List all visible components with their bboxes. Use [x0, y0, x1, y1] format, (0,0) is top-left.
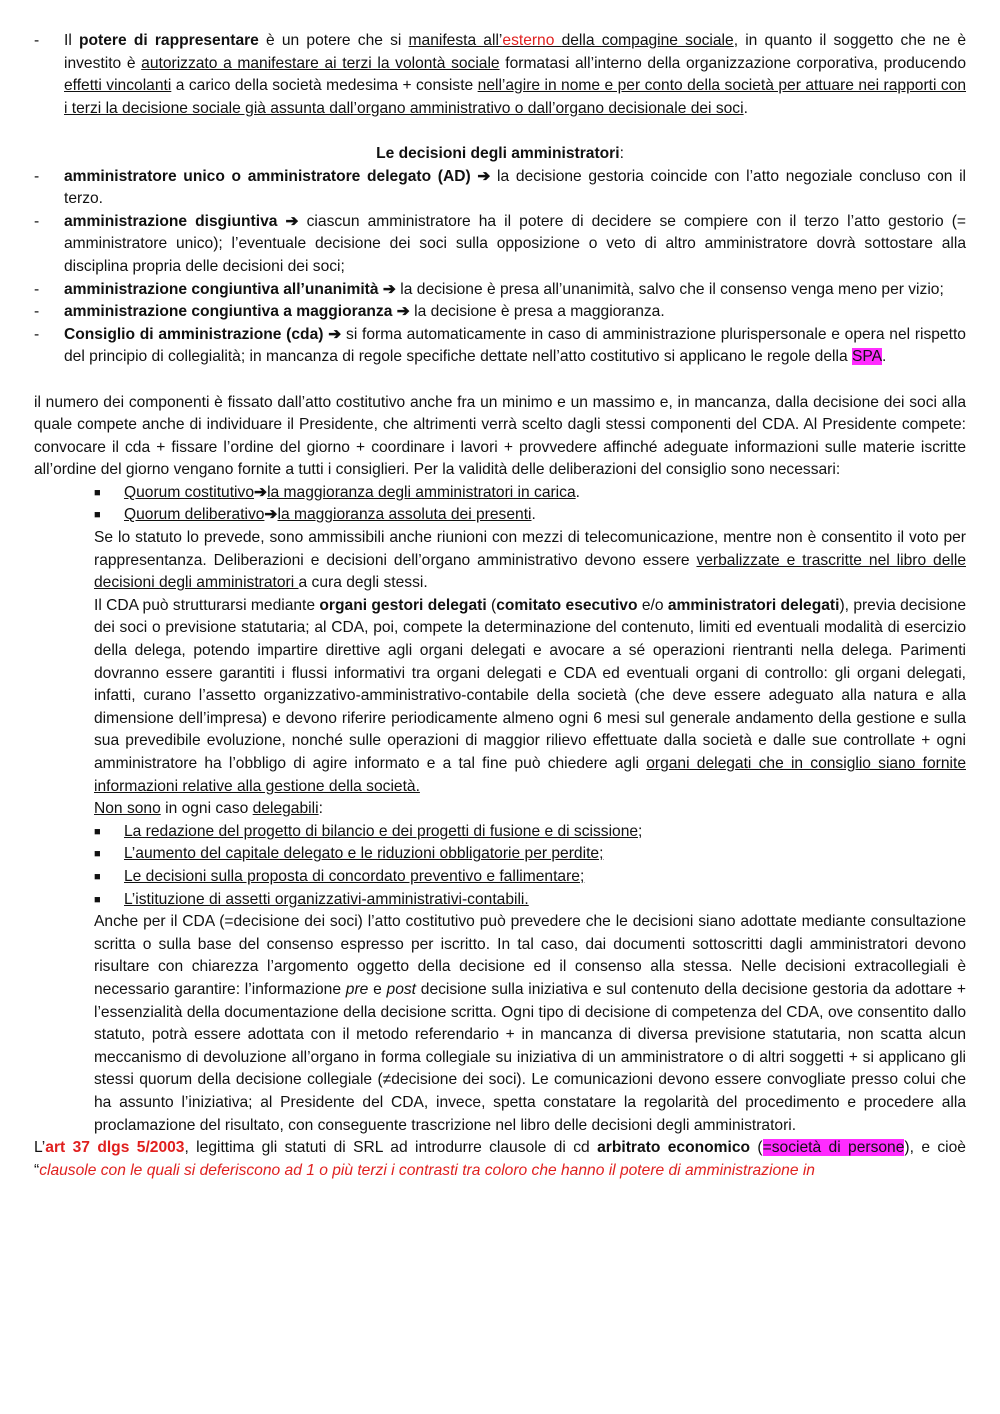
- text: della compagine sociale: [561, 32, 734, 49]
- bold-term: comitato esecutivo: [496, 596, 638, 614]
- document-page: [34, 30, 966, 1182]
- text: :: [619, 144, 624, 162]
- text: è un potere che si: [258, 32, 409, 49]
- underlined-phrase: [409, 32, 734, 49]
- text: la decisione è presa a maggioranza.: [409, 303, 665, 321]
- text: a cura degli stessi.: [298, 574, 428, 592]
- arrow-right-icon: ➔: [477, 167, 491, 185]
- underlined-phrase: organi delegati che in consiglio siano fornite informazioni relative alla gestione della società.: [94, 755, 966, 795]
- text: ), e cioè “: [34, 1139, 966, 1179]
- red-italic-quote: clausole con le quali si deferiscono ad 1 o più terzi i contrasti tra coloro che hanno il potere di amministrazione in: [39, 1161, 815, 1179]
- bold-term: Consiglio di amministrazione (cda): [64, 325, 324, 343]
- list-item: [34, 211, 966, 279]
- section-heading: [34, 143, 966, 166]
- text: formatasi all’interno della organizzazione corporativa, producendo: [499, 54, 966, 72]
- arrow-right-icon: ➔: [264, 506, 278, 524]
- arrow-right-icon: ➔: [382, 280, 396, 298]
- text: ciascun amministratore ha il potere di decidere se compiere con il terzo l’atto gestorio (= amministratore unico); l’eventuale decisione dei soci sulla opposizione o veto di altro amministratore dovrà sottostare alla disciplina propria delle decisioni dei soci;: [64, 212, 966, 275]
- paragraph-telecomunicazione: [34, 527, 966, 595]
- paragraph-numero-componenti: il numero dei componenti è fissato dall’atto costitutivo anche fra un minimo e un massimo e, in mancanza, dalla decisione dei soci alla quale compete anche di individuare il Presidente, che altrimenti verrà scelto dagli stessi componenti del CDA. Al Presidente compete: convocare il cda + fissare l’ordine del giorno + coordinare i lavori + provvedere affinché adeguate informazioni sulle materie iscritte all’ordine del giorno vengano fornite a tutti i consiglieri. Per la validità delle deliberazioni del consiglio sono necessari:: [34, 393, 966, 479]
- text: , legittima gli statuti di SRL ad introdurre clausole di cd: [184, 1139, 598, 1157]
- text: .: [743, 99, 748, 117]
- text: Il: [64, 32, 79, 49]
- list-item: [34, 301, 966, 324]
- underlined-phrase: L’istituzione di assetti organizzativi-amministrativi-contabili.: [124, 890, 529, 908]
- square-bullet-icon: ■: [94, 486, 101, 499]
- underlined-phrase: Le decisioni sulla proposta di concordato preventivo e fallimentare;: [124, 867, 585, 885]
- underlined-phrase: La redazione del progetto di bilancio e dei progetti di fusione e di scissione;: [124, 822, 643, 840]
- underlined-phrase: la maggioranza degli amministratori in carica: [267, 483, 576, 501]
- text: :: [318, 800, 323, 818]
- bold-term: amministratore unico o amministratore delegato (AD): [64, 167, 471, 185]
- dash-bullet: -: [34, 32, 40, 49]
- list-item: [34, 889, 966, 912]
- text: a carico della società medesima + consiste: [171, 77, 478, 95]
- underlined-phrase: Quorum deliberativo: [124, 506, 265, 524]
- text: ), previa decisione dei soci o previsione statutaria; al CDA, poi, compete la determinazione del contenuto, limiti ed eventuali modalità di esercizio della delega, potendo impartire direttive agli organi delegati e avocare a sé operazioni rientranti nella delega. Parimenti dovranno essere garantiti i flussi informativi tra organi delegati e CDA ed eventuali organi di controllo: gli organi delegati, infatti, curano l’assetto organizzativo-amministrativo-contabile della società (che deve essere adeguato alla natura e alla dimensione dell’impresa) e devono riferire periodicamente almeno ogni 6 mesi sul generale andamento della gestione e sulla sua prevedibile evoluzione, nonché sulle operazioni di maggior rilievo effettuate dalla società e dalle sue controllate + ogni amministratore ha l’obbligo di agire informato e a tal fine può chiedere agli: [94, 596, 967, 772]
- arrow-right-icon: ➔: [254, 483, 268, 501]
- dash-bullet: -: [34, 325, 40, 343]
- red-word: esterno: [502, 32, 562, 49]
- text: la decisione è presa all’unanimità, salvo che il consenso venga meno per vizio;: [395, 280, 944, 298]
- bold-term: potere di rappresentare: [78, 32, 259, 49]
- list-item: [34, 279, 966, 302]
- text: .: [531, 506, 536, 524]
- text: decisione sulla iniziativa e sul contenuto della decisione gestoria da adottare + l’essenzialità della documentazione della decisione scritta. Ogni tipo di decisione di competenza del CDA, ove consentito dallo statuto, potrà essere adottata con il metodo referendario + in mancanza di diversa previsione statutaria, non scatta alcun meccanismo di devoluzione all’organo in forma collegiale su iniziativa di un amministratore o di altri soggetti + si applicano gli stessi quorum della decisione collegiale (≠decisione dei soci). Le comunicazioni devono essere convogliate presso colui che ha assunto l’iniziativa; al Presidente del CDA, invece, spetta constatare la regolarità del procedimento e procedere alla proclamazione del risultato, con conseguente trascrizione nel libro delle decisioni degli amministratori.: [94, 980, 966, 1134]
- list-item: [34, 482, 966, 505]
- bold-term: amministrazione congiuntiva all’unanimità: [64, 280, 379, 298]
- list-item: [34, 504, 966, 527]
- text: Se lo statuto lo prevede, sono ammissibili anche riunioni con mezzi di telecomunicazione, mentre non è consentito il voto per rappresentanza. Deliberazioni e decisioni dell’organo amministrativo devono essere: [94, 529, 966, 569]
- underlined-phrase: nell’agire in nome e per conto della società per attuare nei rapporti con i terzi la decisione sociale già assunta dall’organo amministrativo o dall’organo decisionale dei soci: [64, 77, 967, 117]
- list-item: [34, 166, 966, 211]
- text: la decisione gestoria coincide con l’atto negoziale concluso con il terzo.: [64, 167, 966, 208]
- arrow-right-icon: ➔: [285, 212, 299, 230]
- text: si forma automaticamente in caso di amministrazione plurispersonale e opera nel rispetto del principio di collegialità; in mancanza di regole specifiche dettate nell’atto costitutivo si applicano le regole della: [64, 325, 966, 366]
- text: .: [882, 348, 887, 366]
- paragraph-potere-rappresentare: [34, 30, 966, 120]
- text: e/o: [637, 596, 668, 614]
- dash-bullet: -: [34, 280, 40, 298]
- arrow-right-icon: ➔: [396, 303, 410, 321]
- underlined-phrase: autorizzato a manifestare ai terzi la volontà sociale: [141, 54, 500, 72]
- italic-word: pre: [345, 980, 369, 998]
- text: Il CDA può strutturarsi mediante: [94, 596, 320, 614]
- text: (: [750, 1139, 763, 1157]
- law-reference: art 37 dlgs 5/2003: [45, 1139, 185, 1157]
- arrow-right-icon: ➔: [328, 325, 342, 343]
- underlined-phrase: Non sono: [94, 800, 161, 818]
- underlined-phrase: la maggioranza assoluta dei presenti: [277, 506, 532, 524]
- text: L’: [34, 1139, 46, 1157]
- dash-bullet: -: [34, 303, 40, 321]
- text: in ogni caso: [160, 800, 253, 818]
- square-bullet-icon: ■: [94, 825, 101, 838]
- bold-term: amministratori delegati: [667, 596, 840, 614]
- bold-term: amministrazione disgiuntiva: [64, 212, 278, 230]
- list-item: [34, 324, 966, 369]
- square-bullet-icon: ■: [94, 870, 101, 883]
- underlined-phrase: effetti vincolanti: [64, 77, 172, 95]
- underlined-phrase: Quorum costitutivo: [124, 483, 254, 501]
- square-bullet-icon: ■: [94, 893, 101, 906]
- bold-term: amministrazione congiuntiva a maggioranza: [64, 303, 393, 321]
- list-item: [34, 866, 966, 889]
- dash-bullet: -: [34, 212, 40, 230]
- bold-term: organi gestori delegati: [319, 596, 487, 614]
- text: , in quanto il soggetto che ne è investito è: [64, 32, 966, 72]
- underlined-phrase: L’aumento del capitale delegato e le riduzioni obbligatorie per perdite;: [124, 845, 604, 863]
- list-item: [34, 843, 966, 866]
- paragraph-consultazione-scritta: [34, 911, 966, 1137]
- text: (: [486, 596, 497, 614]
- text: e: [368, 980, 387, 998]
- highlighted-phrase: =società di persone: [762, 1139, 905, 1157]
- text: Anche per il CDA (=decisione dei soci) l’atto costitutivo può prevedere che le decisioni siano adottate mediante consultazione scritta o sulla base del consenso espresso per iscritto. In tal caso, dai documenti sottoscritti dagli amministratori devono risultare con chiarezza l’argomento oggetto della decisione ed il consenso alla stessa. Nelle decisioni extracollegiali è necessario garantire: l’informazione: [94, 913, 966, 998]
- text: manifesta all’: [408, 32, 503, 49]
- bold-term: arbitrato economico: [597, 1139, 751, 1157]
- square-bullet-icon: ■: [94, 848, 101, 861]
- heading-text: Le decisioni degli amministratori: [376, 144, 620, 162]
- paragraph-arbitrato-economico: [34, 1137, 966, 1182]
- text: .: [575, 483, 580, 501]
- underlined-phrase: verbalizzate e trascritte nel libro delle decisioni degli amministratori: [94, 551, 966, 592]
- highlighted-word: SPA: [851, 348, 882, 366]
- paragraph-organi-delegati: [34, 595, 966, 798]
- list-item: [34, 821, 966, 844]
- square-bullet-icon: ■: [94, 509, 101, 522]
- paragraph-non-delegabili: [34, 798, 966, 821]
- underlined-phrase: delegabili: [252, 800, 319, 818]
- italic-word: post: [386, 980, 417, 998]
- dash-bullet: -: [34, 167, 40, 185]
